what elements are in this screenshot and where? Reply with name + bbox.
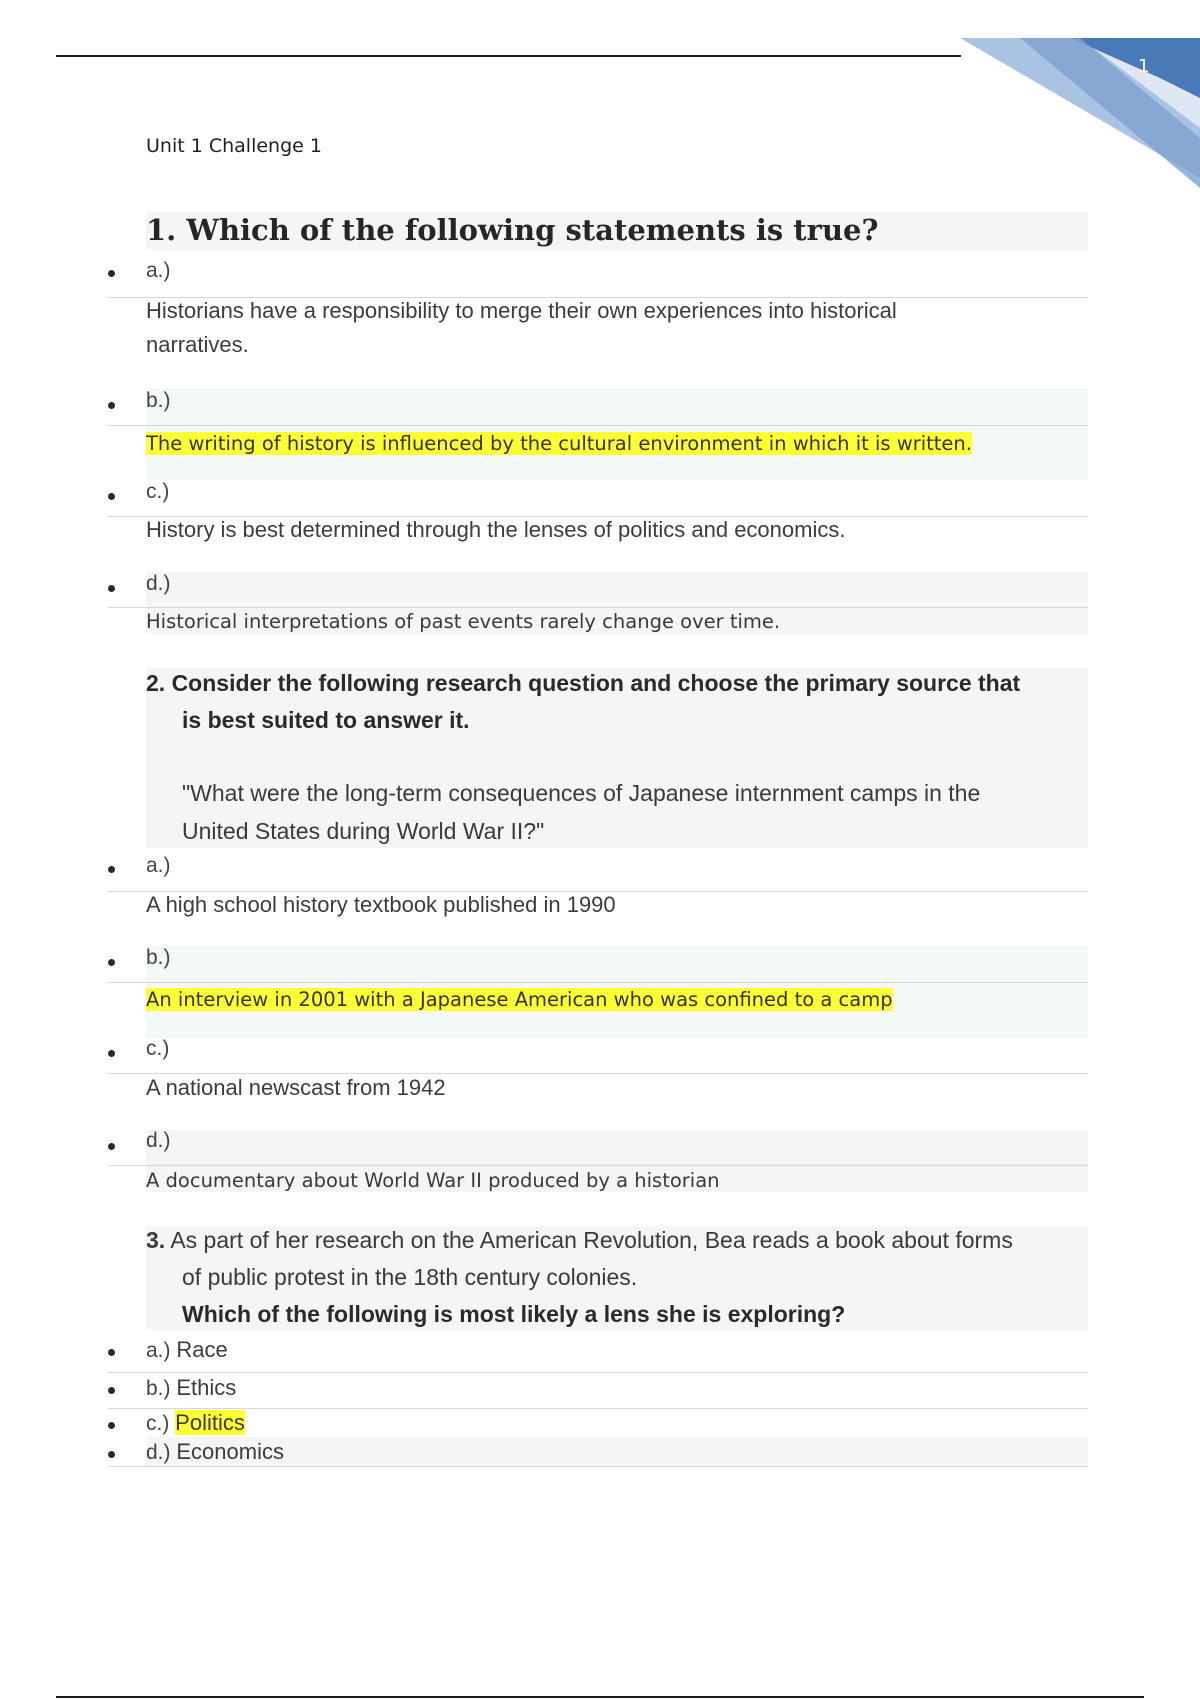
- q2-option-a-text: A high school history textbook published in 1990: [146, 892, 616, 917]
- option-letter: d.): [146, 1129, 171, 1152]
- document-title: Unit 1 Challenge 1: [146, 135, 322, 157]
- option-letter: b.): [146, 1377, 171, 1400]
- bullet-icon: [108, 1387, 115, 1394]
- option-divider: [108, 1408, 1088, 1409]
- question-3-line-1: [146, 1227, 1013, 1253]
- bullet-icon: [108, 1143, 115, 1150]
- question-3-text: [146, 1222, 1013, 1333]
- bullet-icon: [108, 1349, 115, 1356]
- bullet-icon: [108, 1451, 115, 1458]
- bullet-icon: [108, 493, 115, 500]
- option-letter: b.): [146, 389, 171, 412]
- q1-option-a-text: Historians have a responsibility to merge their own experiences into historical narratives.: [146, 298, 897, 357]
- q3-option-b-text: Ethics: [176, 1375, 237, 1400]
- bullet-icon: [108, 1422, 115, 1429]
- q3-option-b: [146, 1375, 236, 1401]
- option-letter: d.): [146, 572, 171, 595]
- q3-option-a: [146, 1337, 228, 1363]
- q1-option-c-text: History is best determined through the lenses of politics and economics.: [146, 517, 846, 542]
- option-letter: c.): [146, 1412, 170, 1435]
- q3-option-a-text: Race: [176, 1337, 228, 1362]
- footer-rule: [56, 1696, 1144, 1698]
- bullet-icon: [108, 1050, 115, 1057]
- bullet-icon: [108, 866, 115, 873]
- question-3-number: 3.: [146, 1227, 166, 1253]
- option-letter: c.): [146, 480, 170, 503]
- question-2-quote: [146, 774, 980, 850]
- question-3-line-1-text: As part of her research on the American Revolution, Bea reads a book about forms: [170, 1227, 1013, 1253]
- highlighted-answer: The writing of history is influenced by the cultural environment in which it is written.: [146, 432, 972, 455]
- bullet-icon: [108, 959, 115, 966]
- q3-option-c: [146, 1410, 245, 1436]
- q1-option-b-text: [146, 427, 996, 461]
- option-divider: [108, 1372, 1088, 1373]
- q2-option-b-text: [146, 983, 996, 1017]
- bullet-icon: [108, 585, 115, 592]
- bullet-icon: [108, 402, 115, 409]
- option-divider: [108, 425, 1088, 426]
- highlighted-answer: An interview in 2001 with a Japanese American who was confined to a camp: [146, 988, 893, 1011]
- header-rule: [56, 55, 961, 57]
- answer-band: [146, 1437, 1088, 1467]
- quote-line-2: United States during World War II?": [182, 818, 545, 844]
- option-letter: a.): [146, 854, 171, 877]
- question-2-text: [146, 665, 1020, 739]
- option-letter: b.): [146, 946, 171, 969]
- q2-option-c-text: A national newscast from 1942: [146, 1075, 446, 1100]
- question-3-line-2: of public protest in the 18th century colonies.: [182, 1264, 638, 1290]
- option-letter: a.): [146, 1339, 171, 1362]
- option-letter: c.): [146, 1037, 170, 1060]
- option-divider: [108, 1466, 1088, 1467]
- question-2-line-1: 2. Consider the following research question and choose the primary source that: [146, 670, 1021, 696]
- q3-option-d-text: Economics: [176, 1439, 284, 1464]
- question-1-text: 1. Which of the following statements is true?: [146, 213, 879, 247]
- q3-option-d: [146, 1439, 284, 1465]
- option-letter: a.): [146, 259, 171, 282]
- page-corner-decoration: [960, 38, 1200, 198]
- bullet-icon: [108, 270, 115, 277]
- q2-option-d-text: A documentary about World War II produced by a historian: [146, 1169, 720, 1192]
- question-3-line-3: Which of the following is most likely a lens she is exploring?: [182, 1301, 846, 1327]
- q3-option-c-text: Politics: [175, 1410, 245, 1435]
- option-letter: d.): [146, 1441, 171, 1464]
- quote-line-1: "What were the long-term consequences of Japanese internment camps in the: [182, 780, 981, 806]
- question-2-line-2: is best suited to answer it.: [182, 707, 470, 733]
- q1-option-d-text: Historical interpretations of past events rarely change over time.: [146, 610, 781, 633]
- page-number: 1: [1138, 56, 1150, 77]
